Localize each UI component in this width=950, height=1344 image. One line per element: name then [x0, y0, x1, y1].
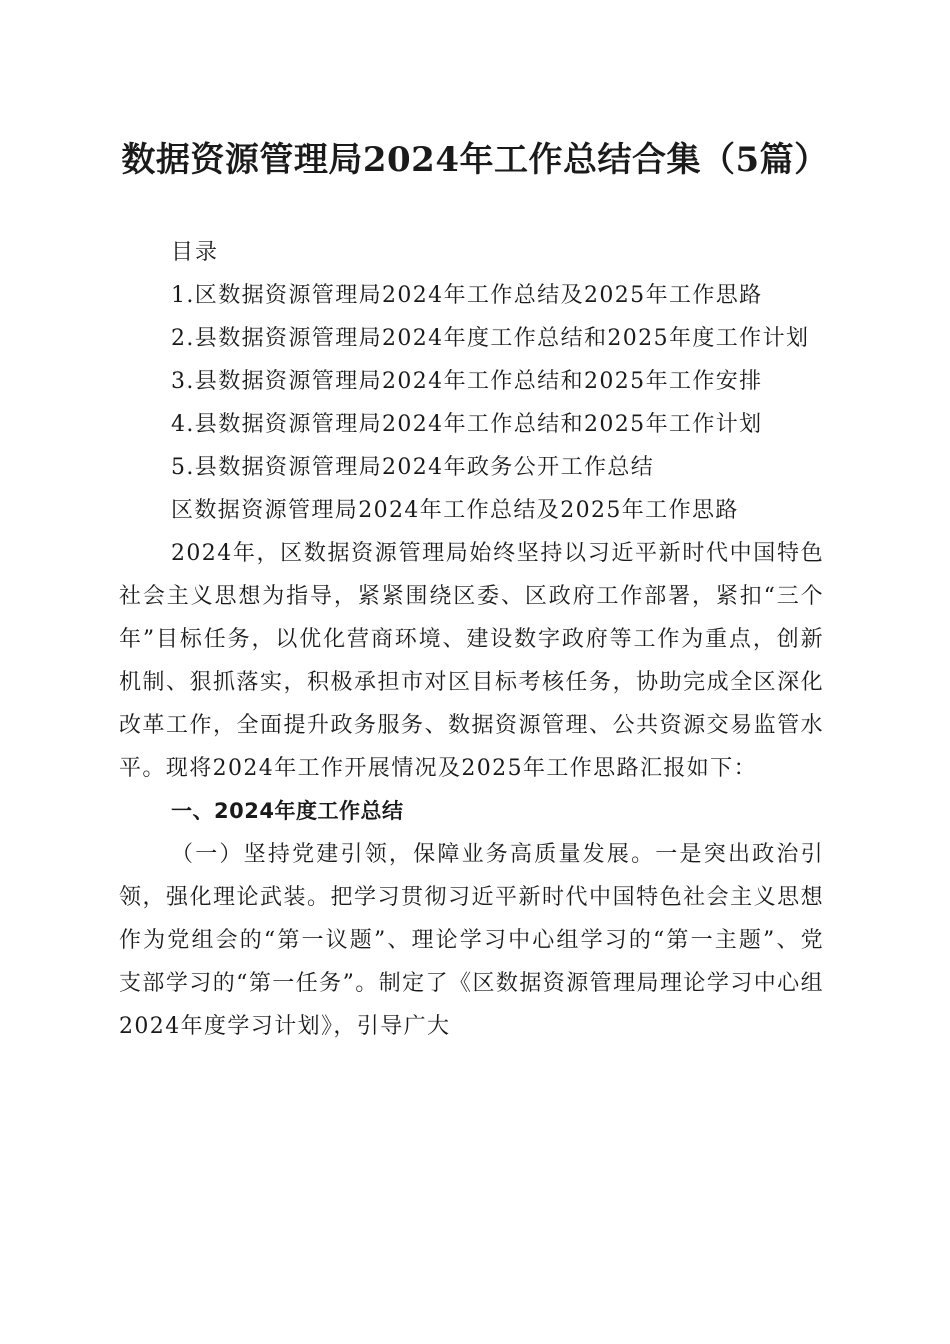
toc-item-5: 5.县数据资源管理局2024年政务公开工作总结 — [171, 455, 655, 480]
toc-item-4: 4.县数据资源管理局2024年工作总结和2025年工作计划 — [171, 412, 763, 437]
toc-item-3: 3.县数据资源管理局2024年工作总结和2025年工作安排 — [171, 369, 763, 394]
article-title: 区数据资源管理局2024年工作总结及2025年工作思路 — [171, 498, 739, 523]
section-heading: 一、2024年度工作总结 — [171, 799, 404, 823]
toc-item-2: 2.县数据资源管理局2024年度工作总结和2025年度工作计划 — [171, 326, 810, 351]
section-paragraph: （一）坚持党建引领，保障业务高质量发展。一是突出政治引领，强化理论武装。把学习贯彻习近平新时代中国特色社会主义思想作为党组会的“第一议题”、理论学习中心组学习的“第一主题”、党支部学习的“第一任务”。制定了《区数据资源管理局理论学习中心组2024年度学习计划》，引导广大 — [119, 842, 824, 1039]
intro-paragraph: 2024年，区数据资源管理局始终坚持以习近平新时代中国特色社会主义思想为指导，紧紧围绕区委、区政府工作部署，紧扣“三个年”目标任务，以优化营商环境、建设数字政府等工作为重点，创新机制、狠抓落实，积极承担市对区目标考核任务，协助完成全区深化改革工作，全面提升政务服务、数据资源管理、公共资源交易监管水平。现将2024年工作开展情况及2025年工作思路汇报如下： — [119, 541, 824, 781]
document-title: 数据资源管理局2024年工作总结合集（5篇） — [121, 140, 829, 180]
document-body — [119, 231, 824, 1048]
toc-label: 目录 — [171, 240, 220, 265]
toc-item-1: 1.区数据资源管理局2024年工作总结及2025年工作思路 — [171, 283, 763, 308]
